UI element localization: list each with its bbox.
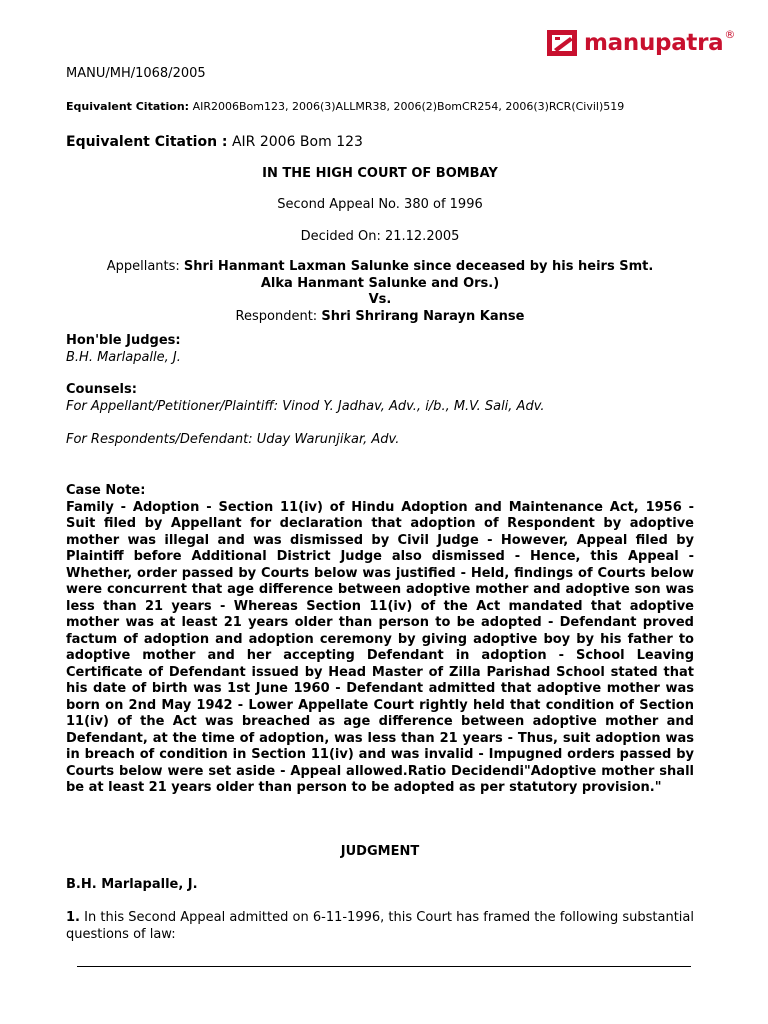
appellants-label: Appellants: [106, 259, 180, 274]
judges-label: Hon'ble Judges: [66, 333, 181, 348]
counsel-appellant: For Appellant/Petitioner/Plaintiff: Vinod Y. Jadhav, Adv., i/b., M.V. Sali, Adv. [66, 398, 545, 414]
decided-date: Decided On: 21.12.2005 [300, 229, 460, 244]
manupatra-mark-icon [546, 28, 580, 58]
equivalent-citation-main [66, 134, 694, 151]
judges-block [66, 333, 694, 366]
equivalent-citation-label: Equivalent Citation: [66, 100, 190, 113]
equivalent-citation-main-value: AIR 2006 Bom 123 [231, 134, 363, 150]
citation-id: MANU/MH/1068/2005 [66, 66, 206, 81]
equivalent-citation-values: AIR2006Bom123, 2006(3)ALLMR38, 2006(2)BomCR254, 2006(3)RCR(Civil)519 [192, 100, 625, 113]
versus: Vs. [368, 292, 392, 307]
judgment-author: B.H. Marlapalle, J. [66, 877, 198, 892]
respondent-label: Respondent: [235, 308, 318, 324]
paragraph-1-number: 1. [66, 910, 80, 925]
respondent-name: Shri Shrirang Narayn Kanse [321, 308, 525, 324]
page-divider [77, 966, 691, 967]
equivalent-citation-main-label: Equivalent Citation : [66, 134, 228, 150]
registered-mark: ® [724, 27, 736, 41]
paragraph-1 [66, 910, 694, 943]
equivalent-citation-full [66, 100, 694, 113]
counsel-respondent: For Respondents/Defendant: Uday Warunjikar, Adv. [66, 432, 400, 447]
judges-value: B.H. Marlapalle, J. [66, 349, 181, 365]
brand-name: manupatra [584, 30, 724, 56]
court-name: IN THE HIGH COURT OF BOMBAY [262, 166, 498, 181]
paragraph-1-text: In this Second Appeal admitted on 6-11-1996, this Court has framed the following substantial questions of law: [66, 910, 694, 942]
case-note-label: Case Note: [66, 483, 146, 498]
appellants [66, 259, 694, 325]
appellants-name-line1: Shri Hanmant Laxman Salunke since deceased by his heirs Smt. [183, 259, 654, 274]
case-note-text: Family - Adoption - Section 11(iv) of Hindu Adoption and Maintenance Act, 1956 - Suit filed by Appellant for declaration that adoption of Respondent by adoptive mother was illegal and was dismissed by Civil Judge - However, Appeal filed by Plaintiff before Additional District Judge also dismissed - Hence, this Appeal - Whether, order passed by Courts below was justified - Held, findings of Courts below were concurrent that age difference between adoptive mother and adoptive son was less than 21 years - Whereas Section 11(iv) of the Act mandated that adoptive mother was at least 21 years older than person to be adopted - Defendant proved factum of adoption and adoption ceremony by giving adoptive boy by his father to adoptive mother and her accepting Defendant in adoption - School Leaving Certificate of Defendant issued by Head Master of Zilla Parishad School stated that his date of birth was 1st June 1960 - Defendant admitted that adoptive mother was born on 2nd May 1942 - Lower Appellate Court rightly held that condition of Section 11(iv) of the Act was breached as age difference between adoptive mother and Defendant, at the time of adoption, was less than 21 years - Thus, suit adoption was in breach of condition in Section 11(iv) and was invalid - Impugned orders passed by Courts below were set aside - Appeal allowed.Ratio Decidendi"Adoptive mother shall be at least 21 years older than person to be adopted as per statutory provision." [66, 499, 694, 795]
case-note [66, 483, 694, 797]
counsels-block [66, 382, 694, 415]
manupatra-logo [546, 26, 735, 60]
appellants-name-line2: Alka Hanmant Salunke and Ors.) [260, 275, 500, 291]
appeal-number: Second Appeal No. 380 of 1996 [277, 197, 483, 212]
judgment-heading: JUDGMENT [340, 844, 420, 859]
counsels-label: Counsels: [66, 382, 137, 397]
